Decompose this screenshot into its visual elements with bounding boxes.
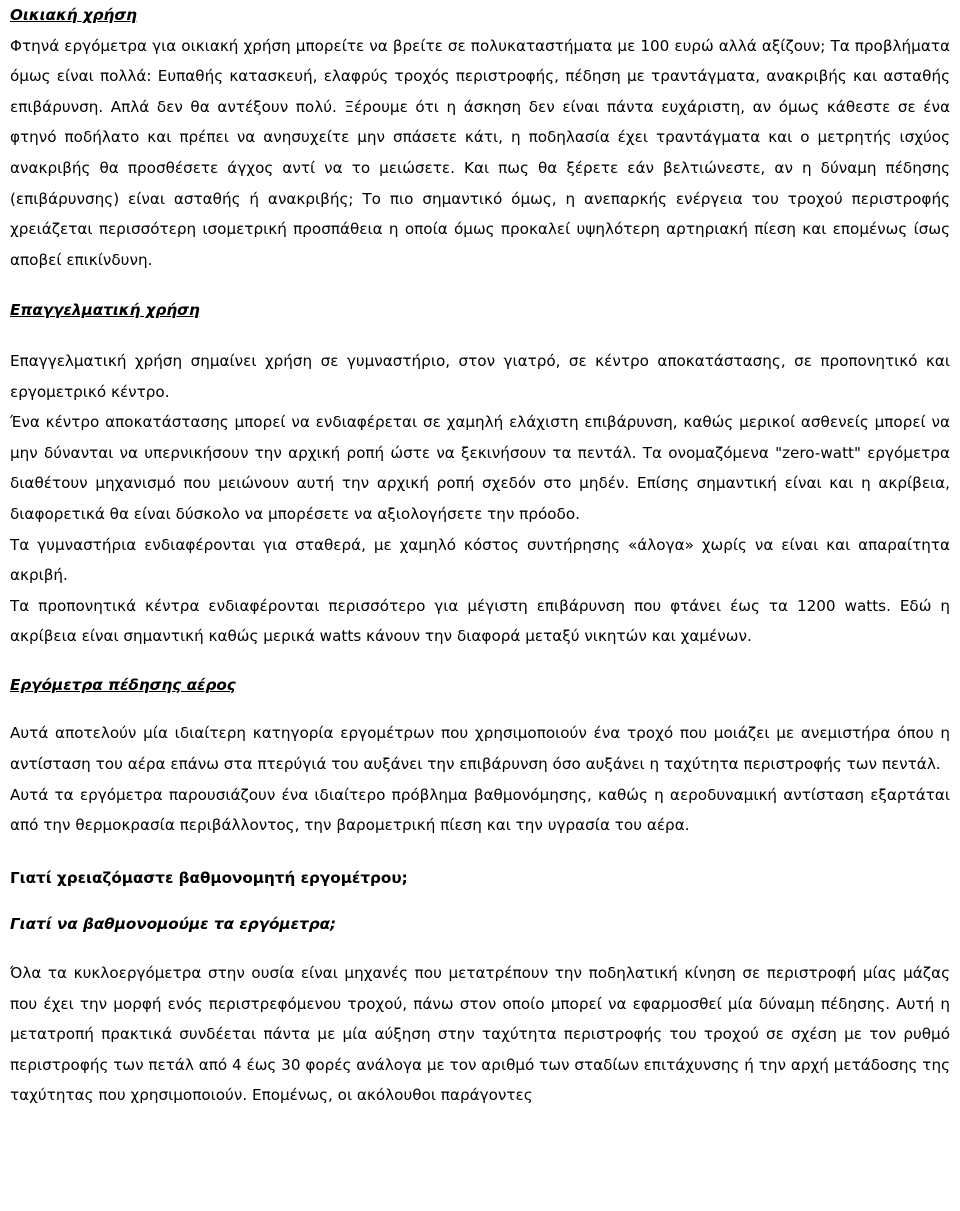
document-body <box>10 0 950 1111</box>
paragraph: Τα προπονητικά κέντρα ενδιαφέρονται περισσότερο για μέγιστη επιβάρυνση που φτάνει έως τα 1200 watts. Εδώ η ακρίβεια είναι σημαντική καθώς μερικά watts κάνουν την διαφορά μεταξύ νικητών και χαμένων. <box>10 596 950 646</box>
paragraph: Όλα τα κυκλοεργόμετρα στην ουσία είναι μηχανές που μετατρέπουν την ποδηλατική κίνηση σε περιστροφή μίας μάζας που έχει την μορφή ενός περιστρεφόμενου τροχού, πάνω στον οποίο μπορεί να εφαρμοσθεί μία δύναμη πέδησης. Αυτή η μετατροπή πρακτικά συνδέεται πάντα με μία αύξηση στην ταχύτητα περιστροφής του τροχού σε σχέση με τον ρυθμό περιστροφής των πετάλ από 4 έως 30 φορές ανάλογα με τον αριθμό των σταδίων επιτάχυνσης ή την αρχή μετάδοσης της ταχύτητας που χρησιμοποιούν. Επομένως, οι ακόλουθοι παράγοντες <box>10 964 950 1105</box>
heading-why-calibrator: Γιατί χρειαζόμαστε βαθμονομητή εργομέτρου; <box>10 868 408 887</box>
paragraph: Αυτά τα εργόμετρα παρουσιάζουν ένα ιδιαίτερο πρόβλημα βαθμονόμησης, καθώς η αεροδυναμική αντίσταση εξαρτάται από την θερμοκρασία περιβάλλοντος, την βαρομετρική πίεση και την υγρασία του αέρα. <box>10 785 950 835</box>
heading-professional-use: Επαγγελματική χρήση <box>10 301 200 320</box>
heading-home-use: Οικιακή χρήση <box>10 6 137 24</box>
paragraph: Επαγγελματική χρήση σημαίνει χρήση σε γυμναστήριο, στον γιατρό, σε κέντρο αποκατάστασης, σε προπονητικό και εργομετρικό κέντρο. <box>10 351 950 401</box>
paragraph: Αυτά αποτελούν μία ιδιαίτερη κατηγορία εργομέτρων που χρησιμοποιούν ένα τροχό που μοιάζει με ανεμιστήρα όπου η αντίσταση του αέρα επάνω στα πτερύγιά του αυξάνει την επιβάρυνση όσο αυξάνει η ταχύτητα περιστροφής των πεντάλ. <box>10 724 950 774</box>
paragraph: Φτηνά εργόμετρα για οικιακή χρήση μπορείτε να βρείτε σε πολυκαταστήματα με 100 ευρώ αλλά αξίζουν; Τα προβλήματα όμως είναι πολλά: Ευπαθής κατασκευή, ελαφρύς τροχός περιστροφής, πέδηση με τραντάγματα, ανακριβής και ασταθής επιβάρυνση. Απλά δεν θα αντέξουν πολύ. Ξέρουμε ότι η άσκηση δεν είναι πάντα ευχάριστη, αν όμως κάθεστε σε ένα φτηνό ποδήλατο και πρέπει να ανησυχείτε μην σπάσετε κάτι, η ποδηλασία έχει τραντάγματα και ο μετρητής ισχύος ανακριβής θα προσθέσετε άγχος αντί να το μειώσετε. Και πως θα ξέρετε εάν βελτιώνεστε, αν η δύναμη πέδησης (επιβάρυνσης) είναι ασταθής ή ανακριβής; Το πιο σημαντικό όμως, η ανεπαρκής ενέργεια του τροχού περιστροφής χρειάζεται περισσότερη ισομετρική προσπάθεια η οποία όμως προκαλεί υψηλότερη αρτηριακή πίεση και επομένως ίσως αποβεί επικίνδυνη. <box>10 36 950 269</box>
heading-air-brake-ergometers: Εργόμετρα πέδησης αέρος <box>10 675 236 694</box>
heading-why-calibrate: Γιατί να βαθμονομούμε τα εργόμετρα; <box>10 915 337 934</box>
paragraph: Τα γυμναστήρια ενδιαφέρονται για σταθερά, με χαμηλό κόστος συντήρησης «άλογα» χωρίς να είναι και απαραίτητα ακριβή. <box>10 535 950 585</box>
paragraph: Ένα κέντρο αποκατάστασης μπορεί να ενδιαφέρεται σε χαμηλή ελάχιστη επιβάρυνση, καθώς μερικοί ασθενείς μπορεί να μην δύνανται να υπερνικήσουν την αρχική ροπή ώστε να ξεκινήσουν τα πεντάλ. Τα ονομαζόμενα "zero-watt" εργόμετρα διαθέτουν μηχανισμό που μειώνουν αυτή την αρχική ροπή σχεδόν στο μηδέν. Επίσης σημαντική είναι και η ακρίβεια, διαφορετικά θα είναι δύσκολο να μπορέσετε να αξιολογήσετε την πρόοδο. <box>10 413 950 523</box>
